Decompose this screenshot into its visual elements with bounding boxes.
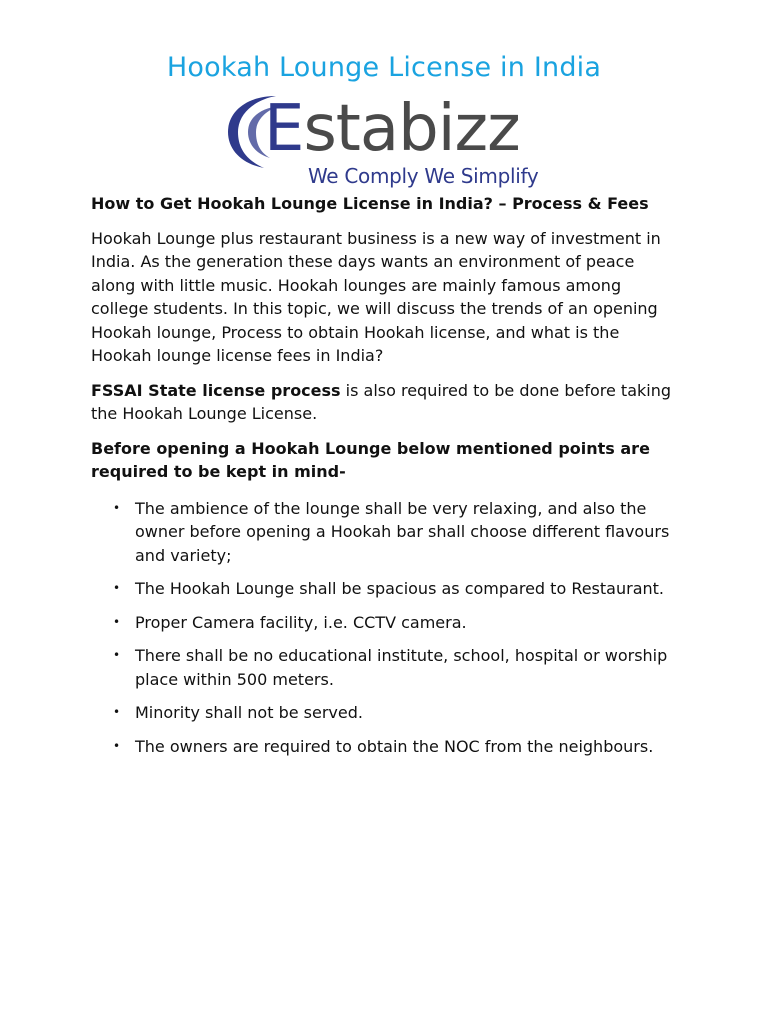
list-item <box>91 611 681 635</box>
bullet-icon: • <box>113 648 121 662</box>
section-heading: How to Get Hookah Lounge License in India? – Process & Fees <box>91 194 649 213</box>
fssai-bold-text: FSSAI State license process <box>91 380 341 400</box>
list-item-text: Minority shall not be served. <box>135 703 363 722</box>
list-item-text: The owners are required to obtain the NOC from the neighbours. <box>135 736 654 756</box>
points-list <box>91 497 681 759</box>
bullet-icon: • <box>113 738 121 753</box>
list-item-text: The ambience of the lounge shall be very relaxing, and also the owner before opening a Hookah bar shall choose different flavours and variety; <box>135 498 670 565</box>
logo-wordmark-initial: E <box>264 92 304 166</box>
list-item-text: There shall be no educational institute, school, hospital or worship place within 500 meters. <box>135 646 668 689</box>
logo-tagline: We Comply We Simplify <box>308 164 539 188</box>
bullet-icon: • <box>113 581 121 595</box>
points-heading: Before opening a Hookah Lounge below mentioned points are required to be kept in mind- <box>91 438 650 481</box>
list-item <box>91 577 681 601</box>
list-item-text: The Hookah Lounge shall be spacious as compared to Restaurant. <box>135 579 664 598</box>
document-title: Hookah Lounge License in India <box>166 52 602 83</box>
list-item <box>91 497 681 568</box>
logo-wordmark-rest: stabizz <box>303 92 520 166</box>
list-item-text: Proper Camera facility, i.e. CCTV camera. <box>135 612 467 632</box>
list-item <box>91 735 681 759</box>
list-item <box>91 644 681 691</box>
fssai-rest-text: is also required to be done before taking the Hookah Lounge License. <box>91 380 672 423</box>
fssai-paragraph <box>91 379 681 426</box>
bullet-icon: • <box>113 500 121 515</box>
estabizz-logo <box>224 88 554 194</box>
bullet-icon: • <box>113 705 121 719</box>
document-body <box>91 192 681 768</box>
bullet-icon: • <box>113 614 121 629</box>
logo-wordmark <box>264 94 520 164</box>
intro-paragraph: Hookah Lounge plus restaurant business is a new way of investment in India. As the generation these days wants an environment of peace along with little music. Hookah lounges are mainly famous among college students. In this topic, we will discuss the trends of an opening Hookah lounge, Process to obtain Hookah license, and what is the Hookah lounge license fees in India? <box>91 228 661 365</box>
list-item <box>91 701 681 725</box>
